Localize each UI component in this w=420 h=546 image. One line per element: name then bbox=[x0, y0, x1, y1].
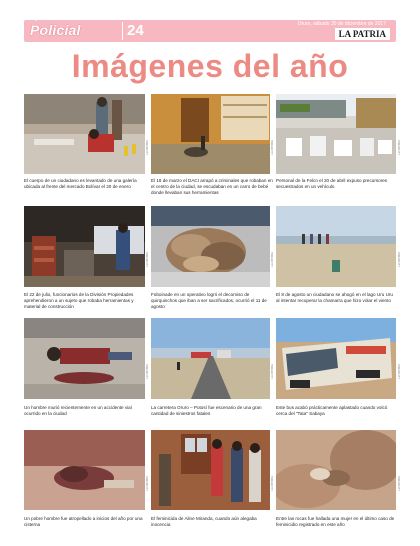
photo-1 bbox=[24, 94, 145, 174]
page-number: 24 bbox=[122, 22, 144, 40]
photo-2-credit: LA PATRIA bbox=[270, 140, 274, 155]
section-kicker: Seguridad bbox=[30, 16, 50, 21]
photo-12-caption: Entre las rocas fue hallada una mujer en el último caso de feminicidio registrado en este año bbox=[276, 516, 395, 527]
photo-9 bbox=[276, 318, 396, 399]
photo-11-credit: LA PATRIA bbox=[270, 476, 274, 491]
photo-1-credit: LA PATRIA bbox=[145, 140, 149, 155]
photo-7-credit: LA PATRIA bbox=[145, 364, 149, 379]
photo-3 bbox=[276, 94, 396, 174]
photo-3-credit: LA PATRIA bbox=[397, 140, 401, 155]
photo-8-caption: La carretera Oruro – Potosí fue escenario de una gran cantidad de siniestros fatales bbox=[151, 405, 262, 416]
photo-9-credit: LA PATRIA bbox=[397, 364, 401, 379]
photo-4-caption: El 22 de julio, funcionarios de la División Propiedades aprehendieron a un sujeto que robaba herramientas y material de construcción bbox=[24, 292, 134, 309]
issue-date: Oruro, sábado 30 de diciembre de 2017 bbox=[297, 21, 386, 27]
page-title: Imágenes del año bbox=[71, 48, 349, 84]
photo-10-caption: Un pobre hombre fue atropellado a inicios del año por una cisterna bbox=[24, 516, 143, 527]
photo-7 bbox=[24, 318, 145, 399]
photo-1-caption: El cuerpo de un ciudadano es levantado de una galería ubicada al frente del mercado Bolívar el 20 de enero bbox=[24, 178, 137, 189]
newspaper-masthead: LA PATRIA bbox=[335, 28, 390, 40]
photo-10-credit: LA PATRIA bbox=[145, 476, 149, 491]
photo-5-credit: LA PATRIA bbox=[270, 252, 274, 267]
photo-5 bbox=[151, 206, 270, 287]
photo-6-credit: LA PATRIA bbox=[397, 252, 401, 267]
photo-9-caption: Este bus acabó prácticamente aplastado cuando volcó cerca del "Tata" Sabaya bbox=[276, 405, 388, 416]
photo-12-credit: LA PATRIA bbox=[397, 476, 401, 491]
photo-10 bbox=[24, 430, 145, 510]
photo-8-credit: LA PATRIA bbox=[270, 364, 274, 379]
photo-4 bbox=[24, 206, 145, 287]
photo-7-caption: Un hombre murió recientemente en un accidente vial ocurrido en la ciudad bbox=[24, 405, 132, 416]
photo-12 bbox=[276, 430, 396, 510]
photo-11-caption: El feminicida de Aline Miranda, cuando aún alegaba inocencia bbox=[151, 516, 257, 527]
photo-2 bbox=[151, 94, 270, 174]
photo-3-caption: Personal de la Felcn el 20 de abril expuso precursores secuestrados en un vehículo bbox=[276, 178, 388, 189]
photo-2-caption: El 18 de marzo el DACI arrapó a criminales que robaban en el centro de la ciudad, se escudaban en un carro de bebé donde llevaban sus herramientas bbox=[151, 178, 273, 195]
section-header bbox=[24, 16, 396, 42]
photo-5-caption: Foboinade en un operativo logró el decomiso de quirquinchos que iban a ser sacrificados, ocurrió el 11 de agosto bbox=[151, 292, 267, 309]
photo-6-caption: El 8 de agosto un ciudadano se ahogó en el lago Uru Uru al intentar recuperar la chamarra que hizo volar el viento bbox=[276, 292, 393, 303]
photo-8 bbox=[151, 318, 270, 399]
section-brand: Policial bbox=[30, 22, 81, 38]
photo-4-credit: LA PATRIA bbox=[145, 252, 149, 267]
photo-11 bbox=[151, 430, 270, 510]
photo-6 bbox=[276, 206, 396, 287]
